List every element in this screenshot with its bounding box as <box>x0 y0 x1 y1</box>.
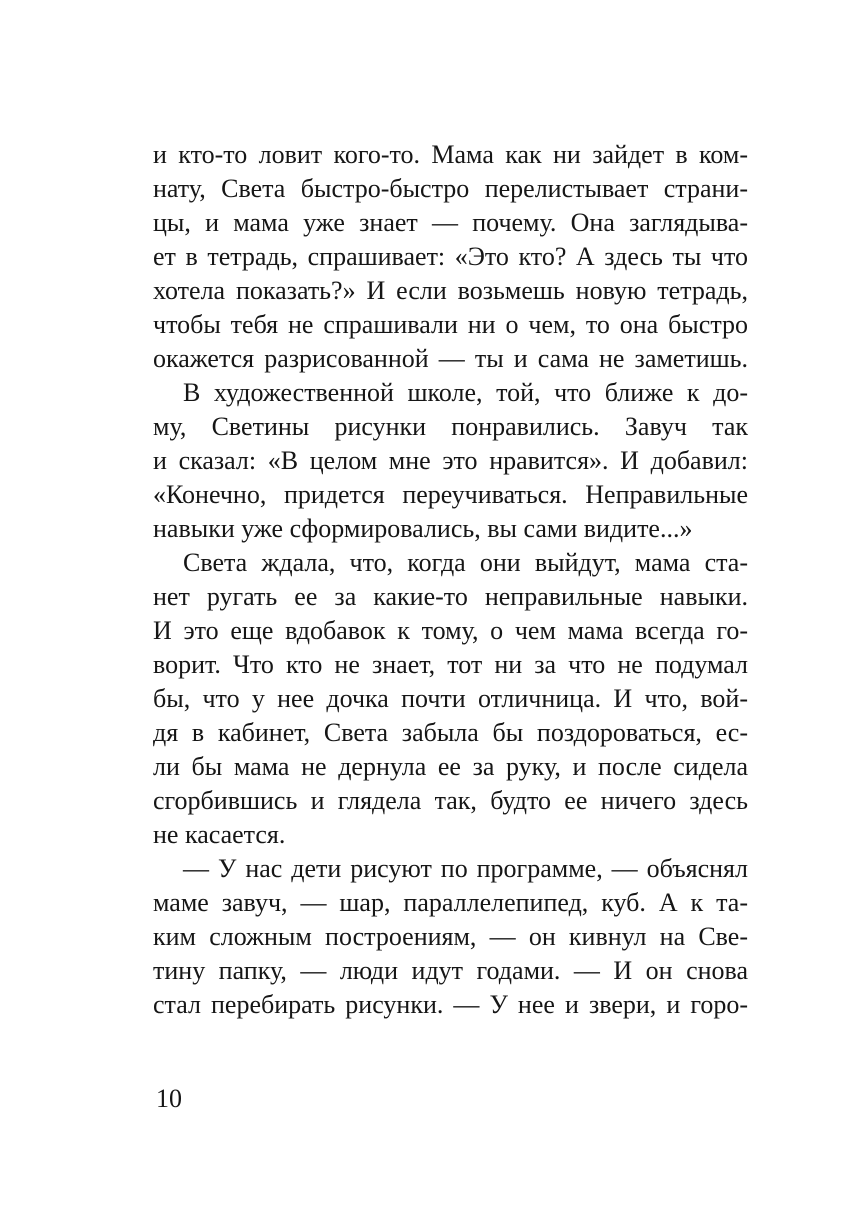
text-line: нет ругать ее за какие-то неправильные навыки. <box>153 582 748 611</box>
paragraph <box>153 546 748 852</box>
text-line: ли бы мама не дернула ее за руку, и после сидела <box>153 752 748 781</box>
text-line: цы, и мама уже знает — почему. Она заглядыва- <box>153 208 748 237</box>
text-line: бы, что у нее дочка почти отличница. И что, вой- <box>153 684 748 713</box>
text-line: И это еще вдобавок к тому, о чем мама всегда го- <box>153 616 748 645</box>
text-line: дя в кабинет, Света забыла бы поздороваться, ес- <box>153 718 748 747</box>
text-line: тину папку, — люди идут годами. — И он снова <box>153 956 748 985</box>
text-line: сгорбившись и глядела так, будто ее ничего здесь <box>153 786 748 815</box>
text-line: навыки уже сформировались, вы сами видите...» <box>153 514 693 543</box>
text-line: ворит. Что кто не знает, тот ни за что не подумал <box>153 650 748 679</box>
text-line: му, Светины рисунки понравились. Завуч так <box>153 412 748 441</box>
paragraph <box>153 376 748 546</box>
text-line: и кто-то ловит кого-то. Мама как ни зайдет в ком- <box>153 140 748 169</box>
text-line: стал перебирать рисунки. — У нее и звери, и горо- <box>153 990 748 1019</box>
paragraph <box>153 852 748 1022</box>
text-line: окажется разрисованной — ты и сама не заметишь. <box>153 344 748 373</box>
text-line: «Конечно, придется переучиваться. Неправильные <box>153 480 748 509</box>
text-line: — У нас дети рисуют по программе, — объяснял <box>183 854 748 883</box>
text-line: хотела показать?» И если возьмешь новую тетрадь, <box>153 276 748 305</box>
paragraph <box>153 138 748 376</box>
text-line: ет в тетрадь, спрашивает: «Это кто? А здесь ты что <box>153 242 748 271</box>
text-line: ким сложным построениям, — он кивнул на Све- <box>153 922 748 951</box>
text-line: нату, Света быстро-быстро перелистывает страни- <box>153 174 748 203</box>
text-line: не касается. <box>153 820 286 849</box>
text-line: маме завуч, — шар, параллелепипед, куб. А к та- <box>153 888 748 917</box>
page-number: 10 <box>156 1084 182 1113</box>
text-line: чтобы тебя не спрашивали ни о чем, то она быстро <box>153 310 748 339</box>
text-line: и сказал: «В целом мне это нравится». И добавил: <box>153 446 748 475</box>
text-line: Света ждала, что, когда они выйдут, мама ста- <box>183 548 748 577</box>
page-text <box>153 138 748 1022</box>
text-line: В художественной школе, той, что ближе к до- <box>183 378 748 407</box>
